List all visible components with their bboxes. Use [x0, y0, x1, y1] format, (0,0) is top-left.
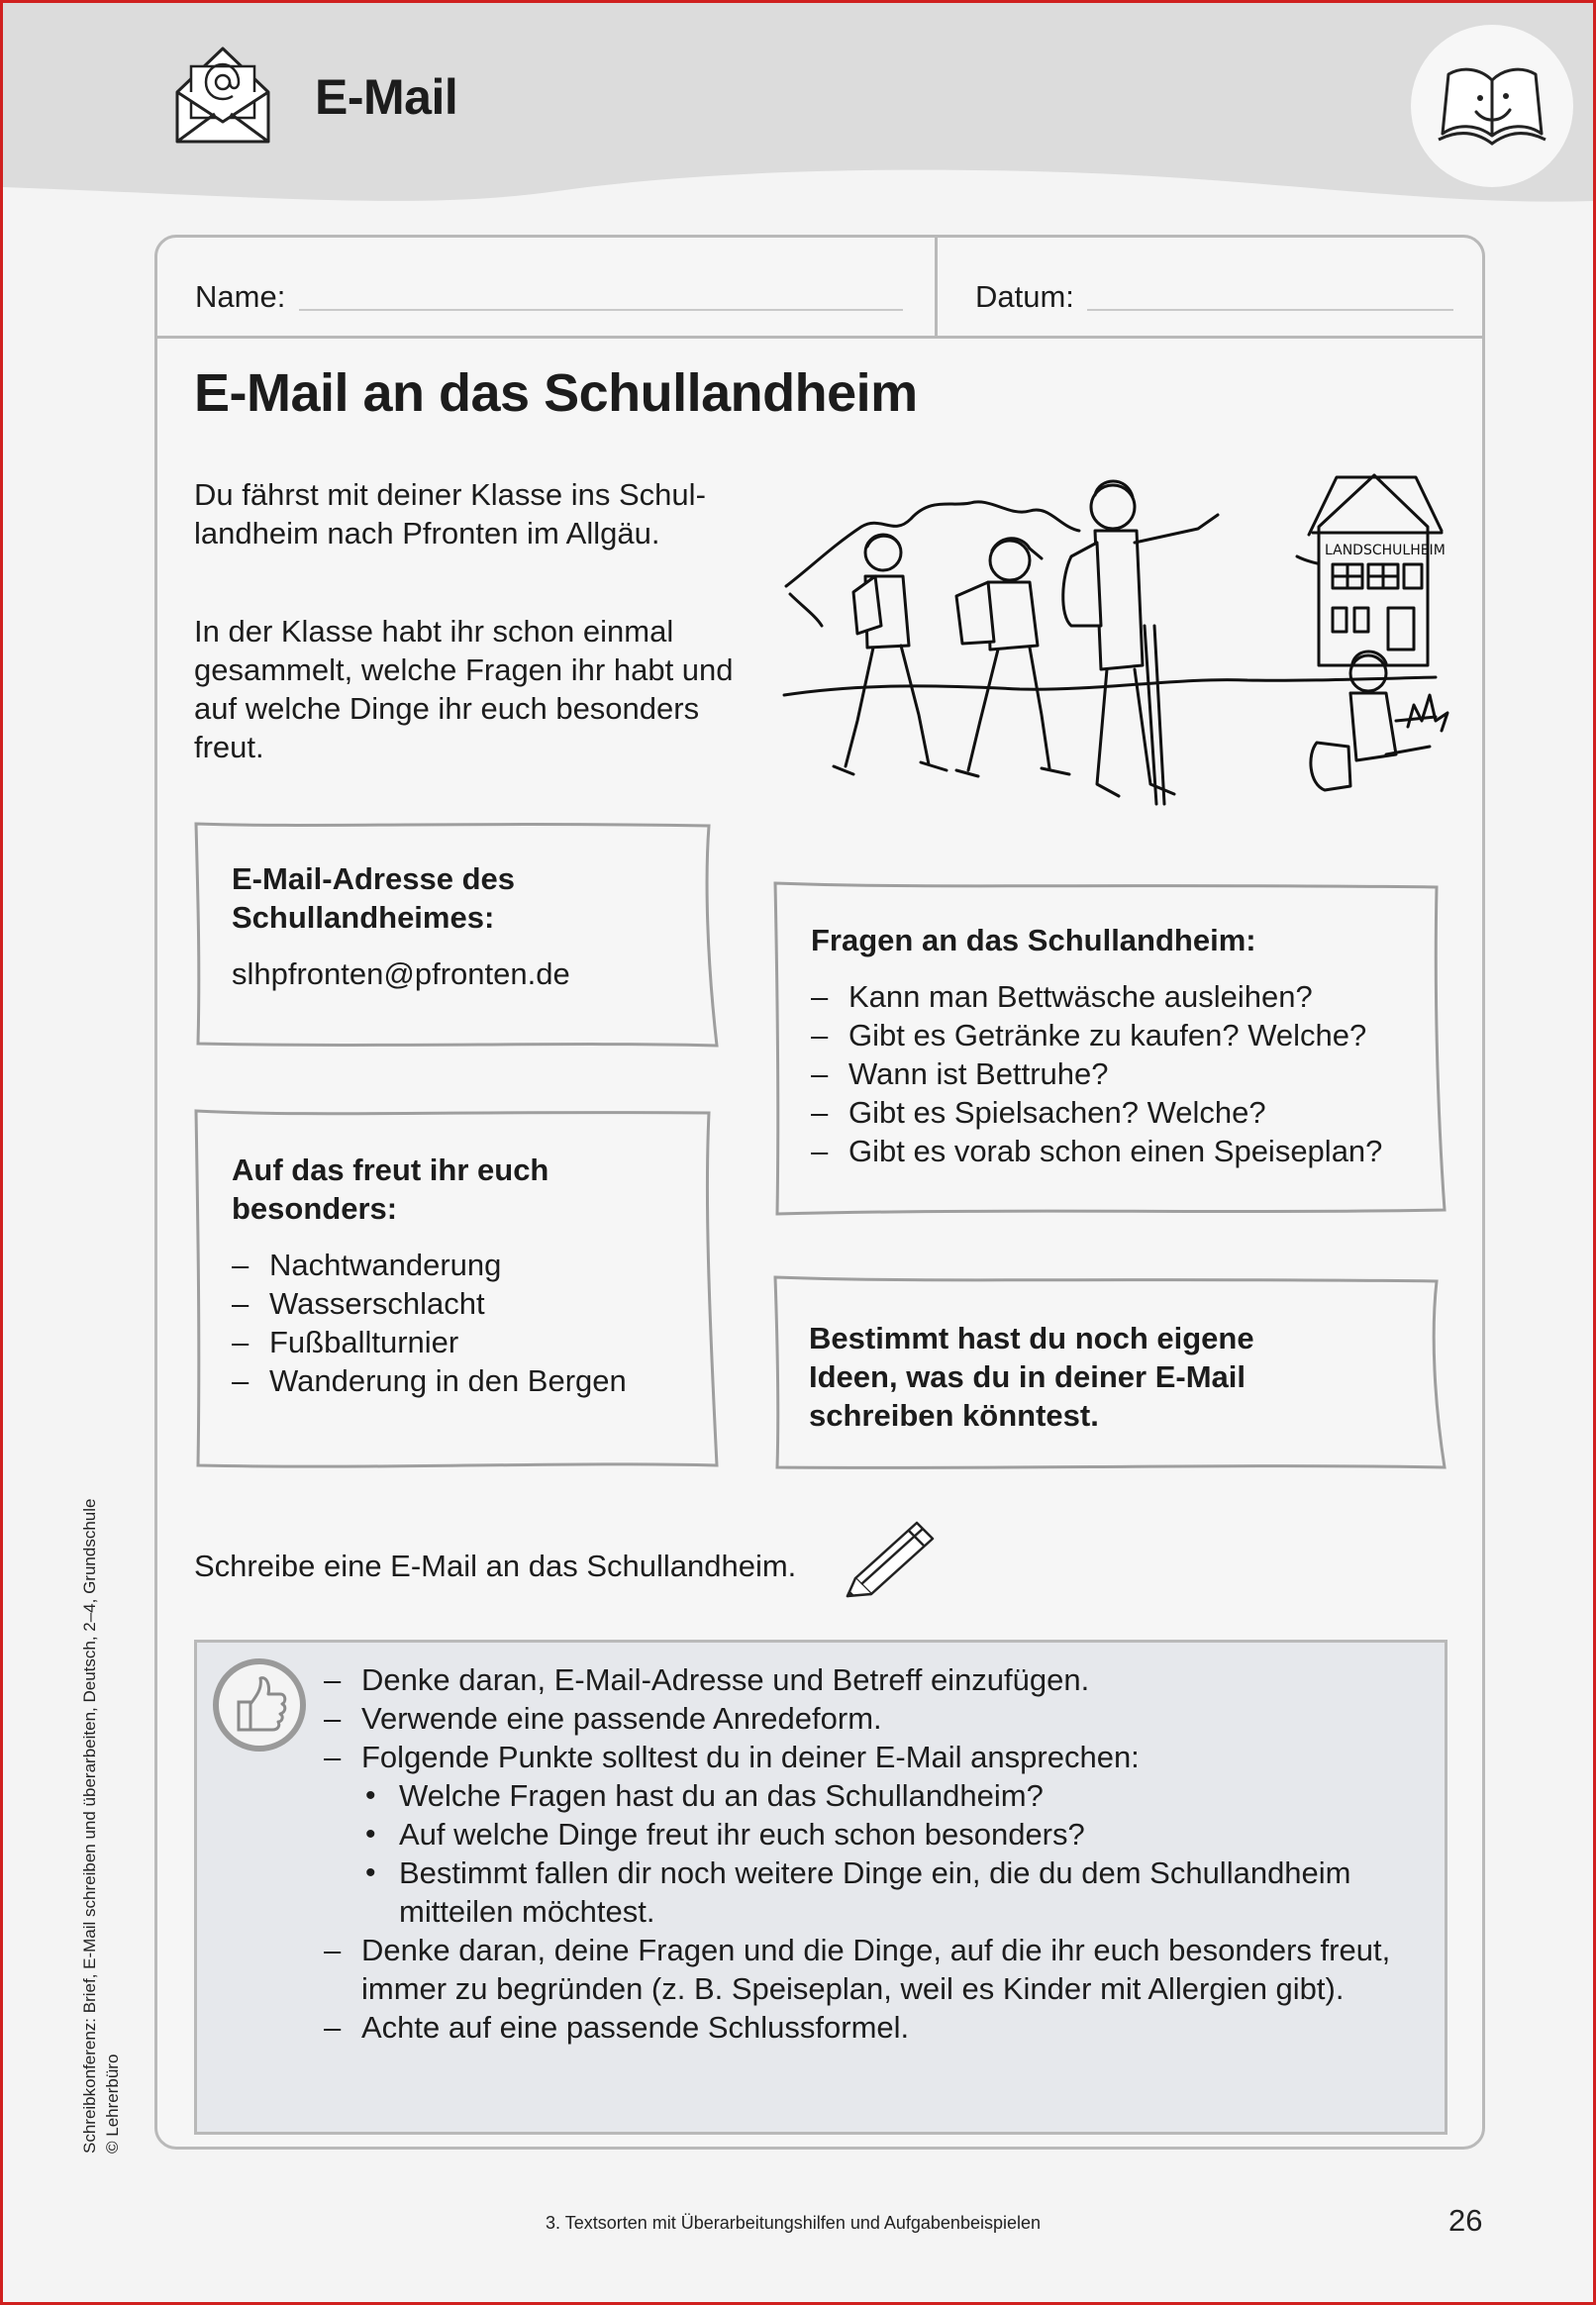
thumbs-up-icon [211, 1656, 308, 1758]
tips-list [324, 1660, 1423, 2047]
date-field[interactable] [1087, 309, 1453, 311]
list-item: – Gibt es vorab schon einen Speiseplan? [811, 1132, 1435, 1170]
list-item: – Kann man Bettwäsche ausleihen? [811, 977, 1435, 1016]
tips-box [194, 1640, 1447, 2135]
joys-box-heading: Auf das freut ihr euch besonders: [232, 1152, 549, 1226]
intro-paragraph-2: In der Klasse habt ihr schon einmal gesammelt, welche Fragen ihr habt und auf welche Dinge ihr euch besonders freut. [194, 614, 734, 764]
tip-item: – Denke daran, E-Mail-Adresse und Betreff einzufügen. [324, 1660, 1423, 1699]
tip-item [324, 1738, 1423, 1931]
list-item: – Wann ist Bettruhe? [811, 1054, 1435, 1093]
email-address: slhpfronten@pfronten.de [232, 956, 570, 991]
list-item: – Gibt es Spielsachen? Welche? [811, 1093, 1435, 1132]
email-box-heading: E-Mail-Adresse des Schullandheimes: [232, 861, 515, 935]
list-item: – Wanderung in den Bergen [232, 1361, 687, 1400]
tip-subitem: • Bestimmt fallen dir noch weitere Dinge ein, die du dem Schullandheim mitteilen möchtest. [361, 1854, 1423, 1931]
pencil-icon [844, 1517, 939, 1603]
page-number: 26 [1448, 2203, 1483, 2238]
name-cell [157, 238, 938, 336]
tip-item-text: Folgende Punkte solltest du in deiner E-Mail ansprechen: [361, 1740, 1140, 1774]
smiling-book-icon [1437, 64, 1547, 148]
tip-item: – Achte auf eine passende Schlussformel. [324, 2008, 1423, 2047]
tip-subitem: • Auf welche Dinge freut ihr euch schon besonders? [361, 1815, 1423, 1854]
list-item: – Wasserschlacht [232, 1284, 687, 1323]
date-cell [938, 238, 1482, 336]
credit-line-2: © Lehrerbüro [103, 2054, 122, 2154]
tip-item: – Verwende eine passende Anredeform. [324, 1699, 1423, 1738]
questions-list [811, 977, 1435, 1170]
email-address-box [194, 820, 719, 1052]
ideas-box [773, 1275, 1446, 1473]
copyright-credit [78, 1361, 124, 2154]
worksheet-panel [154, 235, 1485, 2150]
joys-list [232, 1246, 687, 1400]
envelope-at-icon [173, 45, 272, 152]
name-field[interactable] [299, 309, 903, 311]
credit-line-1: Schreibkonferenz: Brief, E-Mail schreiben und überarbeiten, Deutsch, 2–4, Grundschule [80, 1498, 99, 2154]
write-prompt: Schreibe eine E-Mail an das Schullandheim. [194, 1549, 797, 1583]
list-item: – Nachtwanderung [232, 1246, 687, 1284]
tip-sublist [361, 1776, 1423, 1931]
intro-paragraph-1: Du fährst mit deiner Klasse ins Schullandheim nach Pfronten im Allgäu. [194, 477, 706, 551]
questions-box-heading: Fragen an das Schullandheim: [811, 923, 1256, 957]
footer-chapter: 3. Textsorten mit Überarbeitungshilfen und Aufgabenbeispielen [546, 2213, 1042, 2233]
hiking-class-illustration [782, 467, 1465, 839]
name-label: Name: [195, 279, 286, 314]
tip-item: – Denke daran, deine Fragen und die Dinge, auf die ihr euch besonders freut, immer zu begründen (z. B. Speiseplan, weil es Kinder mit Allergien gibt). [324, 1931, 1423, 2008]
name-date-row [157, 238, 1482, 339]
ideas-text: Bestimmt hast du noch eigene Ideen, was du in deiner E-Mail schreiben könntest. [809, 1321, 1254, 1433]
list-item: – Fußballturnier [232, 1323, 687, 1361]
questions-box [773, 881, 1446, 1220]
book-badge [1411, 25, 1573, 187]
task-title: E-Mail an das Schullandheim [194, 363, 918, 423]
tip-subitem: • Welche Fragen hast du an das Schullandheim? [361, 1776, 1423, 1815]
date-label: Datum: [975, 279, 1074, 314]
joys-box [194, 1109, 719, 1473]
header-title: E-Mail [315, 69, 458, 125]
house-sign: LANDSCHULHEIM [1325, 543, 1446, 558]
list-item: – Gibt es Getränke zu kaufen? Welche? [811, 1016, 1435, 1054]
